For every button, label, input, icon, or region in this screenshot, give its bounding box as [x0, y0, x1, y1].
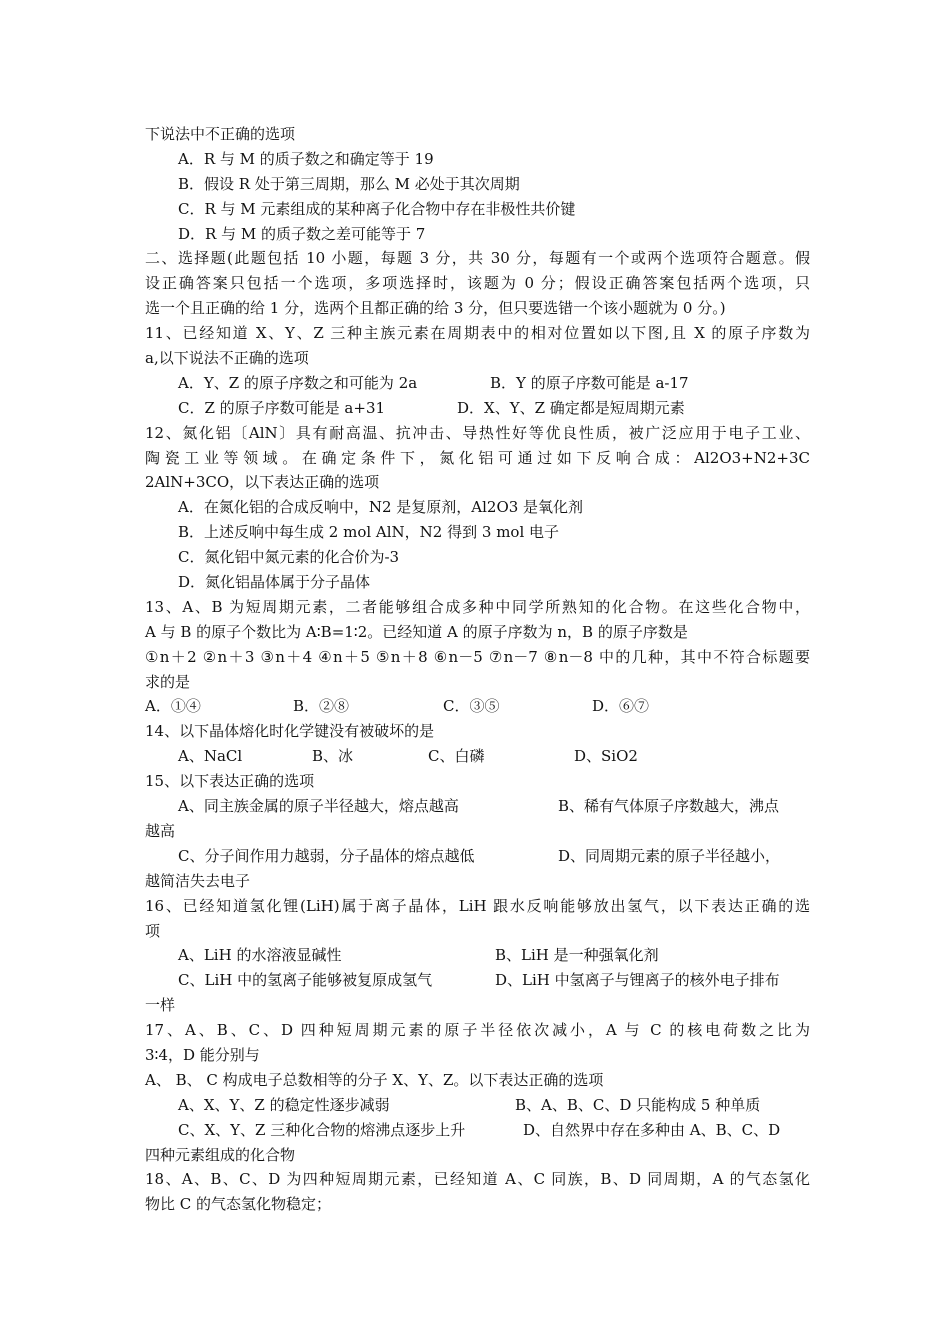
- option-b: B、LiH 是一种强氧化剂: [495, 946, 659, 965]
- text-line: A、 B、 C 构成电子总数相等的分子 X、Y、Z。以下表达正确的选项: [145, 1070, 604, 1089]
- option-b: B、稀有气体原子序数越大，沸点: [558, 797, 780, 816]
- option-c: C、LiH 中的氢离子能够被复原成氢气: [178, 971, 433, 990]
- option-b: B、冰: [312, 747, 354, 766]
- option-d: D．X、Y、Z 确定都是短周期元素: [457, 398, 685, 417]
- option-d: D、SiO2: [574, 747, 638, 766]
- text-line: 项: [145, 921, 161, 940]
- option-c: C、白磷: [428, 747, 485, 766]
- question-12: 12、氮化铝〔AlN〕具有耐高温、抗冲击、导热性好等优良性质，被广泛应用于电子工业、: [145, 423, 810, 442]
- question-11: 11、已经知道 X、Y、Z 三种主族元素在周期表中的相对位置如以下图,且 X 的原子序数为: [145, 324, 810, 343]
- text-line: 求的是: [145, 672, 191, 691]
- option-a: A、X、Y、Z 的稳定性逐步减弱: [178, 1095, 390, 1114]
- option-d: D、LiH 中氢离子与锂离子的核外电子排布: [495, 971, 780, 990]
- text-line: 四种元素组成的化合物: [145, 1145, 296, 1164]
- options-row: [145, 943, 810, 968]
- options-row: [145, 371, 810, 396]
- option-c: C．Z 的原子序数可能是 a+31: [178, 398, 386, 417]
- options-row: [145, 1093, 810, 1118]
- text-line: a,以下说法不正确的选项: [145, 349, 309, 368]
- options-row: [145, 396, 810, 421]
- option-a: A．Y、Z 的原子序数之和可能为 2a: [178, 373, 418, 392]
- option-a: A、LiH 的水溶液显碱性: [178, 946, 342, 965]
- option-b: B、A、B、C、D 只能构成 5 种单质: [515, 1095, 761, 1114]
- option-c: C、X、Y、Z 三种化合物的熔沸点逐步上升: [178, 1120, 466, 1139]
- options-row: [145, 744, 810, 769]
- option-a: A、同主族金属的原子半径越大，熔点越高: [178, 797, 459, 816]
- option-a: A．在氮化铝的合成反响中，N2 是复原剂，Al2O3 是氧化剂: [178, 498, 584, 517]
- question-16: 16、已经知道氢化锂(LiH)属于离子晶体，LiH 跟水反响能够放出氢气，以下表达正确的选: [145, 896, 810, 915]
- document-page: [145, 122, 810, 1217]
- text-line: 2AlN+3CO，以下表达正确的选项: [145, 473, 380, 492]
- option-c: C．③⑤: [443, 697, 500, 716]
- section-heading: 二、选择题(此题包括 10 小题，每题 3 分，共 30 分，每题有一个或两个选项符合题意。假: [145, 249, 810, 268]
- option-c: C．R 与 M 元素组成的某种离子化合物中存在非极性共价键: [178, 199, 576, 218]
- text-line: A 与 B 的原子个数比为 A∶B=1∶2。已经知道 A 的原子序数为 n，B 的原子序数是: [145, 622, 688, 641]
- option-b: B．②⑧: [293, 697, 350, 716]
- options-row: [145, 844, 810, 869]
- text-line: ①n＋2 ②n＋3 ③n＋4 ④n＋5 ⑤n＋8 ⑥n－5 ⑦n－7 ⑧n－8 中的几种，其中不符合标题要: [145, 647, 810, 666]
- option-b: B．Y 的原子序数可能是 a-17: [490, 373, 689, 392]
- option-d: D、同周期元素的原子半径越小，: [558, 846, 781, 865]
- text-line: 下说法中不正确的选项: [145, 125, 296, 143]
- question-14: 14、以下晶体熔化时化学键没有被破坏的是: [145, 722, 435, 741]
- question-18: 18、A、B、C、D 为四种短周期元素，已经知道 A、C 同族，B、D 同周期，A 的气态氢化: [145, 1170, 810, 1189]
- option-c: C、分子间作用力越弱，分子晶体的熔点越低: [178, 846, 475, 865]
- text-line: 一样: [145, 996, 176, 1015]
- text-line: 设正确答案只包括一个选项，多项选择时，该题为 0 分；假设正确答案包括两个选项，只: [145, 274, 810, 293]
- text-line: 3∶4，D 能分别与: [145, 1045, 260, 1064]
- options-row: [145, 968, 810, 993]
- option-d: D、自然界中存在多种由 A、B、C、D: [523, 1120, 781, 1139]
- question-13: 13、A、B 为短周期元素，二者能够组合成多种中同学所熟知的化合物。在这些化合物中，: [145, 597, 810, 616]
- option-d: D．⑥⑦: [592, 697, 650, 716]
- question-17: 17、A、B、C、D 四种短周期元素的原子半径依次减小，A 与 C 的核电荷数之比为: [145, 1021, 810, 1040]
- text-line: 物比 C 的气态氢化物稳定；: [145, 1195, 332, 1214]
- text-line: 陶瓷工业等领域。在确定条件下，氮化铝可通过如下反响合成：Al2O3+N2+3C: [145, 448, 810, 467]
- option-d: D．R 与 M 的质子数之差可能等于 7: [178, 224, 426, 243]
- options-row: [145, 1118, 810, 1143]
- question-15: 15、以下表达正确的选项: [145, 772, 315, 791]
- text-line: 越简洁失去电子: [145, 871, 251, 890]
- options-row: [145, 694, 810, 719]
- option-a: A．①④: [145, 697, 201, 716]
- option-d: D．氮化铝晶体属于分子晶体: [178, 573, 371, 592]
- option-a: A、NaCl: [178, 747, 243, 766]
- option-b: B．假设 R 处于第三周期，那么 M 必处于其次周期: [178, 174, 520, 193]
- option-a: A．R 与 M 的质子数之和确定等于 19: [178, 149, 434, 168]
- option-c: C．氮化铝中氮元素的化合价为-3: [178, 548, 400, 567]
- option-b: B．上述反响中每生成 2 mol AlN，N2 得到 3 mol 电子: [178, 523, 560, 542]
- text-line: 越高: [145, 821, 176, 840]
- text-line: 选一个且正确的给 1 分，选两个且都正确的给 3 分，但只要选错一个该小题就为 0 分。): [145, 299, 726, 318]
- options-row: [145, 794, 810, 819]
